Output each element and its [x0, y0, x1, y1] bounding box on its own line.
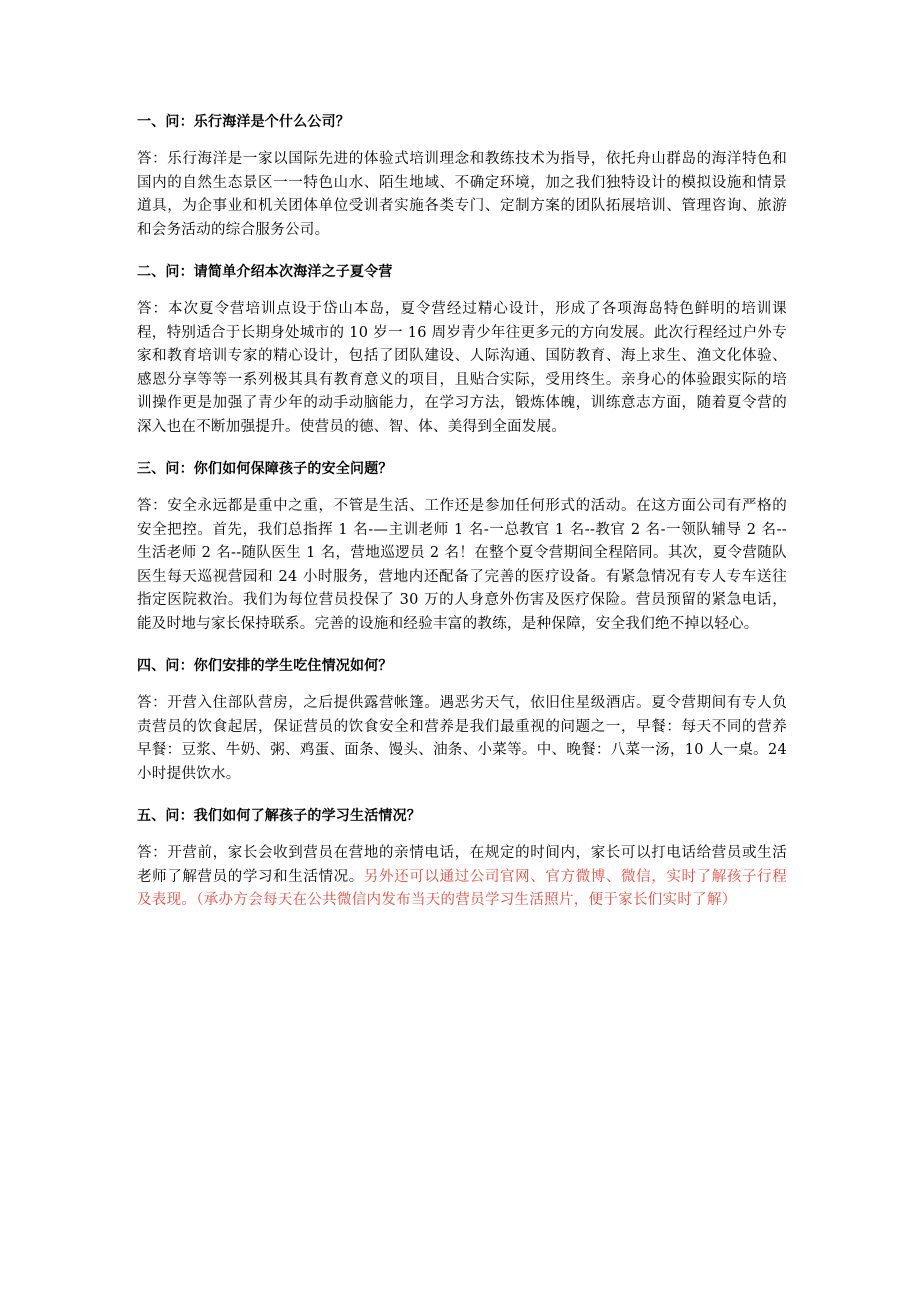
- answer-paragraph: 答：开营入住部队营房，之后提供露营帐篷。遇恶劣天气，依旧住星级酒店。夏令营期间有专人负责营员的饮食起居，保证营员的饮食安全和营养是我们最重视的问题之一，早餐：每天不同的营养早餐：豆浆、牛奶、粥、鸡蛋、面条、馒头、油条、小菜等。中、晚餐：八菜一汤，10 人一桌。24 小时提供饮水。: [137, 695, 787, 782]
- document-page: [137, 112, 787, 933]
- question-heading: 三、问：你们如何保障孩子的安全问题？: [137, 461, 393, 477]
- qa-section-3: [137, 459, 787, 636]
- question-heading: 四、问：你们安排的学生吃住情况如何？: [137, 658, 393, 674]
- answer-highlight-text: 另外还可以通过公司官网、官方微博、微信，实时了解孩子行程及表现。（承办方会每天在公共微信内发布当天的营员学习生活照片，便于家长们实时了解）: [137, 868, 787, 908]
- answer-paragraph: [137, 842, 787, 913]
- answer-paragraph: 答：本次夏令营培训点设于岱山本岛，夏令营经过精心设计，形成了各项海岛特色鲜明的培训课程，特别适合于长期身处城市的 10 岁一 16 周岁青少年往更多元的方向发展。此次行程经过户外专家和教育培训专家的精心设计，包括了团队建设、人际沟通、国防教育、海上求生、渔文化体验、感恩分享等等一系列极其具有教育意义的项目，且贴合实际，受用终生。亲身心的体验跟实际的培训操作更是加强了青少年的动手动脑能力，在学习方法，锻炼体魄，训练意志方面，随着夏令营的深入也在不断加强提升。使营员的德、智、体、美得到全面发展。: [137, 301, 787, 435]
- question-heading: 二、问：请简单介绍本次海洋之子夏令营: [137, 264, 393, 280]
- answer-paragraph: 答：安全永远都是重中之重，不管是生活、工作还是参加任何形式的活动。在这方面公司有严格的安全把控。首先，我们总指挥 1 名-—主训老师 1 名-一总教官 1 名--教官 2 名-一领队辅导 2 名--生活老师 2 名--随队医生 1 名，营地巡逻员 2 名！在整个夏令营期间全程陪同。其次，夏令营随队医生每天巡视营园和 24 小时服务，营地内还配备了完善的医疗设备。有紧急情况有专人专车送往指定医院救治。我们为每位营员投保了 30 万的人身意外伤害及医疗保险。营员预留的紧急电话，能及时地与家长保持联系。完善的设施和经验丰富的教练，是种保障，安全我们绝不掉以轻心。: [137, 498, 787, 632]
- question-heading: 五、问：我们如何了解孩子的学习生活情况？: [137, 808, 421, 824]
- qa-section-1: [137, 112, 787, 242]
- qa-section-2: [137, 262, 787, 439]
- qa-section-4: [137, 656, 787, 786]
- question-heading: 一、问：乐行海洋是个什么公司？: [137, 114, 350, 130]
- answer-paragraph: 答：乐行海洋是一家以国际先进的体验式培训理念和教练技术为指导，依托舟山群岛的海洋特色和国内的自然生态景区一一特色山水、陌生地域、不确定环境，加之我们独特设计的模拟设施和情景道具，为企事业和机关团体单位受训者实施各类专门、定制方案的团队拓展培训、管理咨询、旅游和会务活动的综合服务公司。: [137, 151, 787, 238]
- qa-section-5: [137, 806, 787, 913]
- answer-text: 答：开营前，家长会收到营员在营地的亲情电话，在规定的时间内，家长可以打电话给营员或生活老师了解营员的学习和生活情况。: [137, 845, 787, 885]
